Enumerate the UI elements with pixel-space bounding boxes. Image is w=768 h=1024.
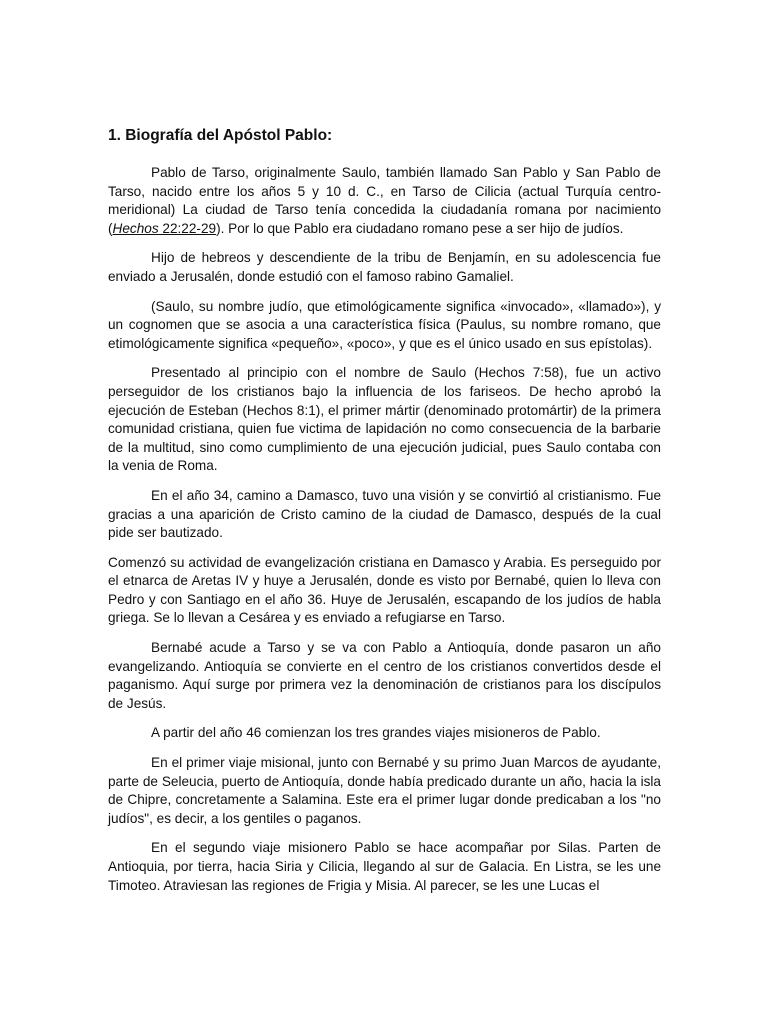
paragraph-name: (Saulo, su nombre judío, que etimológicamente significa «invocado», «llamado»), y un cognomen que se asocia a una característica física (Paulus, su nombre romano, que etimológicamente significa «pequeño», «poco», y que es el único usado en sus epístolas). (108, 298, 661, 351)
paragraph-origin (108, 164, 661, 238)
section-heading: 1. Biografía del Apóstol Pablo: (108, 127, 333, 144)
document-body (108, 126, 661, 906)
paragraph-journeys-intro: A partir del año 46 comienzan los tres grandes viajes misioneros de Pablo. (151, 725, 601, 741)
paragraph-antioch: Bernabé acude a Tarso y se va con Pablo a Antioquía, donde pasaron un año evangelizando. Antioquía se convierte en el centro de los cristianos convertidos desde el paganismo. Aquí surge por primera vez la denominación de cristianos para los discípulos de Jesús. (108, 640, 661, 711)
paragraph-origin-text-before: Pablo de Tarso, originalmente Saulo, también llamado San Pablo y San Pablo de Tarso, nacido entre los años 5 y 10 d. C., en Tarso de Cilicia (actual Turquía centro-meridional) La ciudad de Tarso tenía concedida la ciudadanía romana por nacimiento ( (108, 165, 661, 236)
paragraph-family: Hijo de hebreos y descendiente de la tribu de Benjamín, en su adolescencia fue enviado a Jerusalén, donde estudió con el famoso rabino Gamaliel. (108, 250, 661, 284)
paragraph-persecutor: Presentado al principio con el nombre de Saulo (Hechos 7:58), fue un activo perseguidor de los cristianos bajo la influencia de los fariseos. De hecho aprobó la ejecución de Esteban (Hechos 8:1), el primer mártir (denominado protomártir) de la primera comunidad cristiana, quien fue victima de lapidación no como consecuencia de la barbarie de la multitud, sino como cumplimiento de una ejecución judicial, pues Saulo contaba con la venia de Roma. (108, 365, 661, 474)
paragraph-origin-text-after: ). Por lo que Pablo era ciudadano romano pese a ser hijo de judíos. (216, 220, 624, 236)
bible-reference-verse: 22:22-29 (158, 220, 217, 236)
bible-reference-book: Hechos (112, 220, 159, 236)
paragraph-evangelization: Comenzó su actividad de evangelización cristiana en Damasco y Arabia. Es perseguido por el etnarca de Aretas IV y huye a Jerusalén, donde es visto por Bernabé, quien lo lleva con Pedro y con Santiago en el año 36. Huye de Jerusalén, escapando de los judíos de habla griega. Se lo llevan a Cesárea y es enviado a refugiarse en Tarso. (108, 554, 661, 626)
paragraph-second-journey: En el segundo viaje misionero Pablo se hace acompañar por Silas. Parten de Antioquia, por tierra, hacia Siria y Cilicia, llegando al sur de Galacia. En Listra, se les une Timoteo. Atraviesan las regiones de Frigia y Misia. Al parecer, se les une Lucas el (108, 840, 661, 893)
paragraph-conversion: En el año 34, camino a Damasco, tuvo una visión y se convirtió al cristianismo. Fue gracias a una aparición de Cristo camino de la ciudad de Damasco, después de la cual pide ser bautizado. (108, 487, 661, 541)
bible-reference-link[interactable] (113, 221, 217, 236)
paragraph-first-journey: En el primer viaje misional, junto con Bernabé y su primo Juan Marcos de ayudante, parte de Seleucia, puerto de Antioquía, donde había predicado durante un año, hacia la isla de Chipre, concretamente a Salamina. Este era el primer lugar donde predicaban a los "no judíos", es decir, a los gentiles o paganos. (108, 755, 661, 826)
